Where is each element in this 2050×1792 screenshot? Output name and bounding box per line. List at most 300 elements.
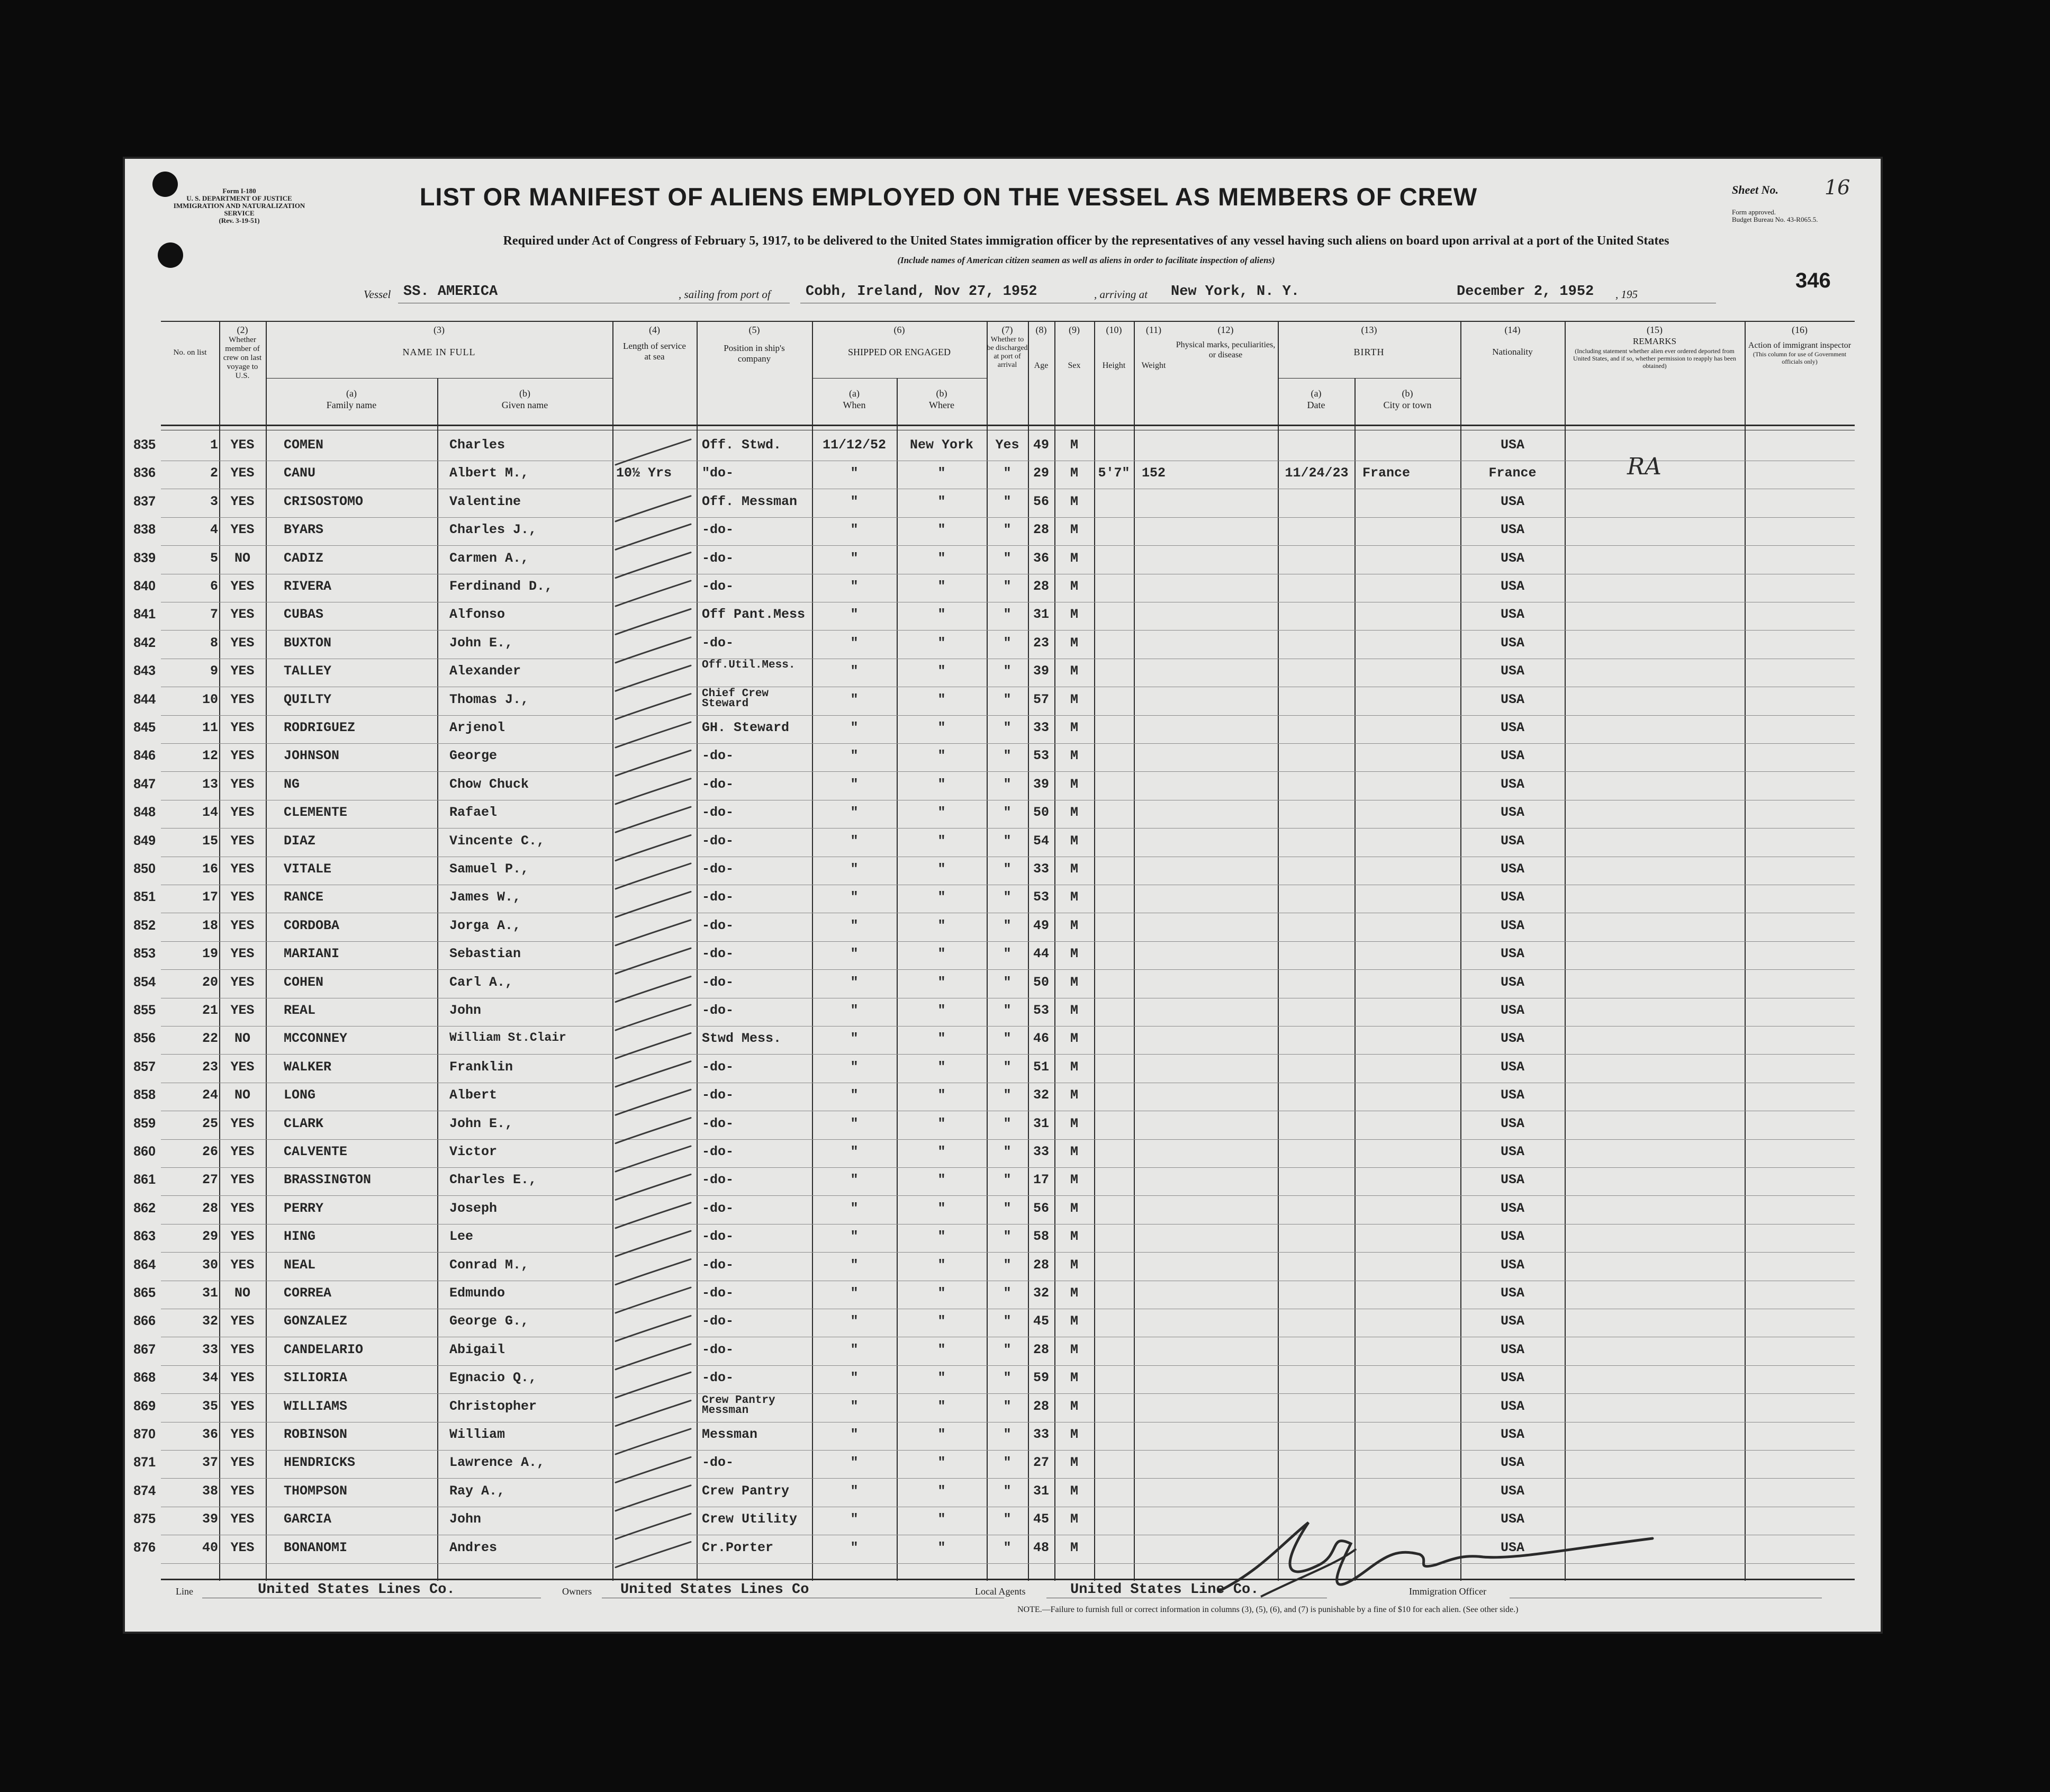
table-row <box>133 602 1855 631</box>
cell-when: " <box>850 1172 859 1188</box>
col6b-header: (b) Where <box>929 388 954 410</box>
col7-header: (7) Whether to be discharged at port of arrival <box>987 325 1028 369</box>
row-reference-number: 853 <box>133 946 156 961</box>
cell-where: " <box>937 1511 946 1527</box>
cell-sex: M <box>1070 437 1078 453</box>
row-reference-number: 874 <box>133 1483 156 1498</box>
cell-disch: " <box>1003 1087 1012 1103</box>
cell-position: -do- <box>702 974 734 990</box>
table-row <box>133 461 1855 489</box>
cell-age: 50 <box>1033 974 1049 990</box>
table-row <box>133 546 1855 574</box>
cell-position: -do- <box>702 1285 734 1301</box>
cell-given: Rafael <box>449 805 498 821</box>
cell-prev: YES <box>230 776 255 792</box>
cell-no: 3 <box>210 493 218 509</box>
cell-family: RANCE <box>284 889 324 905</box>
cell-where: " <box>937 1229 946 1245</box>
service-pen-stroke <box>616 1118 691 1143</box>
cell-prev: YES <box>230 889 255 905</box>
cell-disch: " <box>1003 974 1012 990</box>
cell-when: " <box>850 1427 859 1442</box>
cell-family: DIAZ <box>284 833 316 849</box>
cell-age: 32 <box>1033 1087 1049 1103</box>
cell-no: 16 <box>202 861 218 877</box>
cell-age: 57 <box>1033 691 1049 707</box>
cell-family: PERRY <box>284 1200 324 1216</box>
cell-position: -do- <box>702 1455 734 1471</box>
cell-family: RIVERA <box>284 579 332 594</box>
service-pen-stroke <box>616 1061 691 1087</box>
service-pen-stroke <box>616 637 691 663</box>
cell-prev: YES <box>230 691 255 707</box>
cell-where: " <box>937 522 946 538</box>
cell-age: 44 <box>1033 946 1049 962</box>
service-pen-stroke <box>616 1316 691 1341</box>
cell-prev: NO <box>234 550 250 566</box>
cell-no: 4 <box>210 522 218 538</box>
cell-age: 28 <box>1033 579 1049 594</box>
cell-family: LONG <box>284 1087 316 1103</box>
cell-disch: " <box>1003 1341 1012 1357</box>
cell-prev: YES <box>230 465 255 481</box>
service-pen-stroke <box>616 1372 691 1398</box>
cell-sex: M <box>1070 1257 1078 1273</box>
table-row <box>133 1055 1855 1083</box>
line-value: United States Lines Co. <box>258 1582 455 1598</box>
cell-given: Vincente C., <box>449 833 545 849</box>
cell-where: " <box>937 917 946 933</box>
cell-position: Off.Util.Mess. <box>702 659 796 672</box>
cell-nat: USA <box>1500 493 1524 509</box>
cell-age: 39 <box>1033 776 1049 792</box>
cell-when: " <box>850 1031 859 1047</box>
cell-age: 28 <box>1033 1257 1049 1273</box>
col3a-header: (a) Family name <box>326 388 377 410</box>
row-reference-number: 876 <box>133 1539 156 1555</box>
cell-age: 32 <box>1033 1285 1049 1301</box>
service-pen-stroke <box>616 779 691 804</box>
table-row <box>133 800 1855 829</box>
table-row <box>133 857 1855 885</box>
cell-no: 30 <box>202 1257 218 1273</box>
row-reference-number: 863 <box>133 1229 156 1244</box>
cell-prev: YES <box>230 1115 255 1131</box>
cell-family: COMEN <box>284 437 324 453</box>
cell-sex: M <box>1070 833 1078 849</box>
row-reference-number: 850 <box>133 861 156 876</box>
cell-age: 28 <box>1033 1398 1049 1414</box>
cell-when: " <box>850 522 859 538</box>
col12-header: (12) Physical marks, peculiarities, or disease <box>1176 325 1276 359</box>
cell-given: Franklin <box>449 1059 513 1075</box>
cell-position: -do- <box>702 1370 734 1386</box>
table-row <box>133 1196 1855 1224</box>
cell-when: " <box>850 1115 859 1131</box>
service-pen-stroke <box>616 665 691 691</box>
cell-prev: YES <box>230 1229 255 1245</box>
row-reference-number: 835 <box>133 437 156 452</box>
cell-when: 11/12/52 <box>822 437 887 453</box>
cell-sex: M <box>1070 1455 1078 1471</box>
col6a-header: (a) When <box>843 388 866 410</box>
crew-rows <box>133 433 1855 1581</box>
cell-nat: USA <box>1500 663 1524 679</box>
footer <box>123 1583 1883 1631</box>
cell-sex: M <box>1070 1172 1078 1188</box>
cell-age: 56 <box>1033 1200 1049 1216</box>
cell-when: " <box>850 579 859 594</box>
col3b-header: (b) Given name <box>501 388 548 410</box>
cell-sex: M <box>1070 1031 1078 1047</box>
cell-given: James W., <box>449 889 521 905</box>
cell-when: " <box>850 1398 859 1414</box>
cell-when: " <box>850 550 859 566</box>
cell-disch: " <box>1003 1229 1012 1245</box>
cell-disch: Yes <box>995 437 1019 453</box>
cell-when: " <box>850 974 859 990</box>
cell-disch: " <box>1003 1285 1012 1301</box>
cell-age: 50 <box>1033 805 1049 821</box>
col2-header: (2) Whether member of crew on last voyage to U.S. <box>223 325 262 380</box>
remarks-initials: RA <box>1627 453 1661 480</box>
cell-disch: " <box>1003 1003 1012 1018</box>
service-pen-stroke <box>616 722 691 748</box>
cell-position: -do- <box>702 946 734 962</box>
cell-where: " <box>937 579 946 594</box>
cell-age: 33 <box>1033 720 1049 735</box>
row-reference-number: 843 <box>133 663 156 679</box>
cell-sex: M <box>1070 889 1078 905</box>
cell-when: " <box>850 720 859 735</box>
table-row <box>133 1026 1855 1055</box>
table-row <box>133 1451 1855 1479</box>
cell-nat: USA <box>1500 889 1524 905</box>
footer-note: NOTE.—Failure to furnish full or correct information in columns (3), (5), (6), and (7) is punishable by a fine of $10 for each alien. (See other side.) <box>1017 1605 1519 1614</box>
cell-nat: USA <box>1500 635 1524 651</box>
cell-no: 29 <box>202 1229 218 1245</box>
service-pen-stroke <box>616 920 691 945</box>
cell-where: " <box>937 1059 946 1075</box>
cell-when: " <box>850 1087 859 1103</box>
cell-no: 6 <box>210 579 218 594</box>
cell-height: 5'7" <box>1098 465 1130 481</box>
cell-no: 40 <box>202 1539 218 1555</box>
cell-age: 33 <box>1033 861 1049 877</box>
row-reference-number: 857 <box>133 1059 156 1074</box>
table-row <box>133 631 1855 659</box>
cell-position: -do- <box>702 1144 734 1159</box>
row-reference-number: 851 <box>133 889 156 905</box>
service-pen-stroke <box>616 807 691 832</box>
cell-given: Lawrence A., <box>449 1455 545 1471</box>
cell-family: CANDELARIO <box>284 1341 364 1357</box>
punch-hole <box>158 242 183 268</box>
cell-family: COHEN <box>284 974 324 990</box>
cell-where: " <box>937 1031 946 1047</box>
service-pen-stroke <box>616 609 691 634</box>
service-pen-stroke <box>616 553 691 578</box>
table-row <box>133 998 1855 1026</box>
cell-where: " <box>937 1427 946 1442</box>
cell-where: " <box>937 493 946 509</box>
cell-sex: M <box>1070 1313 1078 1329</box>
cell-family: CANU <box>284 465 316 481</box>
cell-prev: YES <box>230 663 255 679</box>
cell-disch: " <box>1003 805 1012 821</box>
voyage-line: Vessel SS. AMERICA , sailing from port of Cobh, Ireland, Nov 27, 1952 , arriving at New York, N. Y. December 2, 1952 , 195 <box>123 282 1883 305</box>
row-reference-number: 869 <box>133 1398 156 1413</box>
service-pen-stroke <box>616 948 691 974</box>
cell-prev: YES <box>230 437 255 453</box>
cell-nat: USA <box>1500 1341 1524 1357</box>
vessel-name: SS. AMERICA <box>403 284 498 300</box>
cell-where: " <box>937 805 946 821</box>
cell-prev: NO <box>234 1087 250 1103</box>
service-pen-stroke <box>616 1287 691 1313</box>
cell-no: 36 <box>202 1427 218 1442</box>
cell-no: 22 <box>202 1031 218 1047</box>
cell-prev: YES <box>230 805 255 821</box>
cell-no: 25 <box>202 1115 218 1131</box>
cell-family: BUXTON <box>284 635 332 651</box>
service-pen-stroke <box>616 1231 691 1256</box>
owners-value: United States Lines Co <box>620 1582 809 1598</box>
cell-nat: USA <box>1500 1285 1524 1301</box>
cell-bcity: France <box>1362 465 1411 481</box>
cell-where: " <box>937 1313 946 1329</box>
cell-position: -do- <box>702 805 734 821</box>
cell-sex: M <box>1070 550 1078 566</box>
cell-sex: M <box>1070 776 1078 792</box>
row-reference-number: 866 <box>133 1313 156 1329</box>
cell-position: "do- <box>702 465 734 481</box>
line-label: Line <box>176 1586 193 1597</box>
row-reference-number: 849 <box>133 833 156 848</box>
table-row <box>133 1309 1855 1337</box>
row-reference-number: 836 <box>133 465 156 481</box>
cell-sex: M <box>1070 607 1078 623</box>
cell-position: -do- <box>702 1229 734 1245</box>
cell-position: -do- <box>702 833 734 849</box>
row-reference-number: 846 <box>133 748 156 763</box>
cell-prev: YES <box>230 917 255 933</box>
service-pen-stroke <box>616 1429 691 1454</box>
cell-prev: YES <box>230 974 255 990</box>
cell-sex: M <box>1070 974 1078 990</box>
cell-position: -do- <box>702 889 734 905</box>
cell-where: " <box>937 1398 946 1414</box>
cell-family: GONZALEZ <box>284 1313 348 1329</box>
cell-age: 53 <box>1033 748 1049 764</box>
cell-family: JOHNSON <box>284 748 340 764</box>
cell-nat: USA <box>1500 974 1524 990</box>
cell-where: " <box>937 720 946 735</box>
cell-when: " <box>850 889 859 905</box>
cell-position: Stwd Mess. <box>702 1031 782 1047</box>
table-row <box>133 574 1855 602</box>
cell-age: 31 <box>1033 607 1049 623</box>
cell-nat: USA <box>1500 1031 1524 1047</box>
table-row <box>133 772 1855 800</box>
form-id-block <box>160 187 319 224</box>
table-row <box>133 1140 1855 1168</box>
cell-age: 59 <box>1033 1370 1049 1386</box>
cell-position: -do- <box>702 1200 734 1216</box>
cell-nat: USA <box>1500 1483 1524 1499</box>
cell-disch: " <box>1003 1144 1012 1159</box>
cell-when: " <box>850 1200 859 1216</box>
cell-nat: USA <box>1500 1455 1524 1471</box>
cell-prev: YES <box>230 1341 255 1357</box>
cell-given: Albert M., <box>449 465 529 481</box>
table-row <box>133 433 1855 461</box>
manifest-sheet <box>123 157 1883 1634</box>
cell-family: CALVENTE <box>284 1144 348 1159</box>
cell-when: " <box>850 635 859 651</box>
cell-prev: NO <box>234 1285 250 1301</box>
cell-no: 2 <box>210 465 218 481</box>
cell-when: " <box>850 607 859 623</box>
table-row <box>133 1112 1855 1140</box>
table-row <box>133 659 1855 687</box>
cell-disch: " <box>1003 1511 1012 1527</box>
cell-given: Victor <box>449 1144 498 1159</box>
col13a-header: (a) Date <box>1307 388 1325 410</box>
row-reference-number: 875 <box>133 1511 156 1527</box>
cell-given: Jorga A., <box>449 917 521 933</box>
col4-header: (4) Length of service at sea <box>623 325 686 362</box>
cell-age: 45 <box>1033 1313 1049 1329</box>
service-pen-stroke <box>616 581 691 606</box>
table-row <box>133 1394 1855 1422</box>
cell-position: Messman <box>702 1427 758 1442</box>
row-reference-number: 837 <box>133 493 156 509</box>
service-pen-stroke <box>616 1203 691 1228</box>
cell-family: HING <box>284 1229 316 1245</box>
manifest-subtitle-note: (Include names of American citizen seamen as well as aliens in order to facilitate inspection of aliens) <box>897 255 1275 265</box>
cell-given: Charles J., <box>449 522 537 538</box>
cell-position: Off Pant.Mess <box>702 607 806 623</box>
cell-where: " <box>937 465 946 481</box>
cell-when: " <box>850 748 859 764</box>
cell-sex: M <box>1070 493 1078 509</box>
cell-when: " <box>850 861 859 877</box>
cell-sex: M <box>1070 1003 1078 1018</box>
cell-given: Andres <box>449 1539 498 1555</box>
service-pen-stroke <box>616 835 691 861</box>
cell-when: " <box>850 946 859 962</box>
cell-given: Christopher <box>449 1398 537 1414</box>
cell-age: 49 <box>1033 917 1049 933</box>
col16-header: (16) Action of immigrant inspector (This column for use of Government officials only) <box>1748 325 1852 365</box>
cell-sex: M <box>1070 663 1078 679</box>
form-rev: (Rev. 3-19-51) <box>219 217 260 224</box>
cell-given: Sebastian <box>449 946 521 962</box>
col14-header: (14) Nationality <box>1492 325 1533 357</box>
cell-where: " <box>937 1483 946 1499</box>
cell-age: 49 <box>1033 437 1049 453</box>
cell-age: 27 <box>1033 1455 1049 1471</box>
cell-prev: YES <box>230 1398 255 1414</box>
cell-prev: YES <box>230 1483 255 1499</box>
cell-given: Valentine <box>449 493 521 509</box>
cell-disch: " <box>1003 1313 1012 1329</box>
table-row <box>133 1338 1855 1366</box>
cell-where: " <box>937 861 946 877</box>
cell-given: George <box>449 748 498 764</box>
cell-disch: " <box>1003 1483 1012 1499</box>
cell-family: VITALE <box>284 861 332 877</box>
cell-sex: M <box>1070 1115 1078 1131</box>
cell-position: -do- <box>702 1341 734 1357</box>
cell-age: 48 <box>1033 1539 1049 1555</box>
service-pen-stroke <box>616 1401 691 1426</box>
cell-no: 5 <box>210 550 218 566</box>
cell-nat: USA <box>1500 720 1524 735</box>
cell-disch: " <box>1003 1031 1012 1047</box>
cell-when: " <box>850 1285 859 1301</box>
cell-nat: USA <box>1500 1003 1524 1018</box>
service-pen-stroke <box>616 496 691 521</box>
cell-sex: M <box>1070 1229 1078 1245</box>
cell-given: Ferdinand D., <box>449 579 553 594</box>
cell-given: Alfonso <box>449 607 505 623</box>
service-pen-stroke <box>616 750 691 776</box>
cell-given: William <box>449 1427 505 1442</box>
cell-given: Charles E., <box>449 1172 537 1188</box>
cell-prev: YES <box>230 1003 255 1018</box>
cell-nat: USA <box>1500 579 1524 594</box>
cell-age: 56 <box>1033 493 1049 509</box>
row-reference-number: 847 <box>133 776 156 791</box>
service-pen-stroke <box>616 892 691 917</box>
cell-nat: USA <box>1500 1229 1524 1245</box>
cell-position: -do- <box>702 635 734 651</box>
cell-nat: USA <box>1500 550 1524 566</box>
cell-when: " <box>850 1229 859 1245</box>
cell-age: 23 <box>1033 635 1049 651</box>
cell-given: Lee <box>449 1229 474 1245</box>
cell-disch: " <box>1003 1257 1012 1273</box>
cell-position: -do- <box>702 861 734 877</box>
cell-family: NG <box>284 776 300 792</box>
cell-age: 33 <box>1033 1427 1049 1442</box>
cell-position: -do- <box>702 1313 734 1329</box>
cell-disch: " <box>1003 1172 1012 1188</box>
cell-sex: M <box>1070 1087 1078 1103</box>
service-strokes <box>612 433 697 1581</box>
cell-family: CLEMENTE <box>284 805 348 821</box>
form-number: Form I-180 <box>222 187 256 195</box>
cell-nat: USA <box>1500 748 1524 764</box>
row-reference-number: 838 <box>133 522 156 537</box>
cell-nat: USA <box>1500 1539 1524 1555</box>
cell-weight: 152 <box>1141 465 1166 481</box>
cell-disch: " <box>1003 550 1012 566</box>
arrival-date: December 2, 1952 <box>1457 284 1594 300</box>
cell-disch: " <box>1003 635 1012 651</box>
cell-when: " <box>850 1455 859 1471</box>
cell-sex: M <box>1070 720 1078 735</box>
row-reference-number: 859 <box>133 1115 156 1131</box>
table-row <box>133 1224 1855 1253</box>
cell-where: " <box>937 635 946 651</box>
cell-given: Ray A., <box>449 1483 505 1499</box>
cell-family: BYARS <box>284 522 324 538</box>
sheet-label: Sheet No. <box>1732 183 1778 196</box>
cell-disch: " <box>1003 579 1012 594</box>
